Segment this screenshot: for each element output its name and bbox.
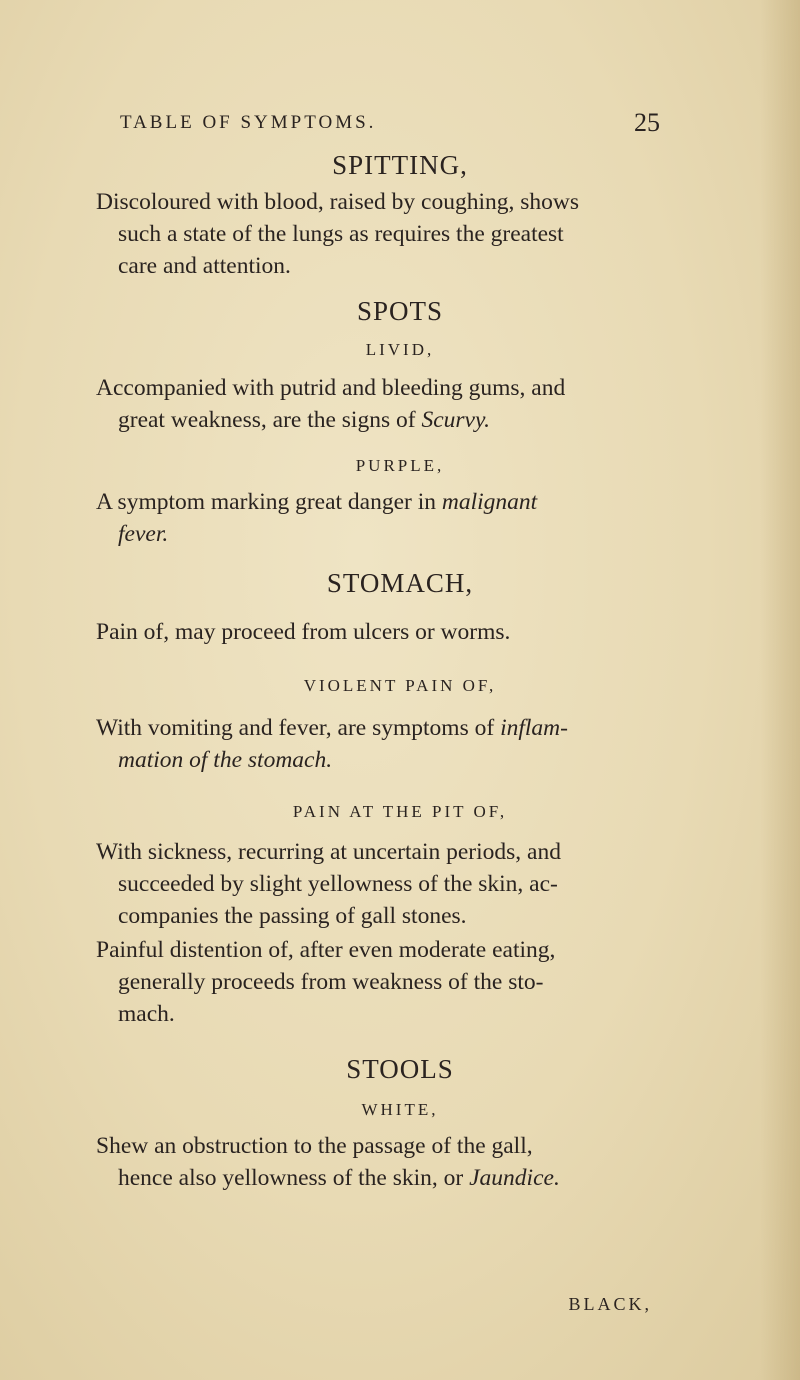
text-line: [96, 404, 656, 436]
text-line: Accompanied with putrid and bleeding gums, and: [96, 375, 566, 401]
italic-term: inflam-: [500, 715, 568, 741]
text-line: [96, 518, 656, 550]
text-line: Discoloured with blood, raised by coughing, shows: [96, 189, 580, 215]
subheading-white: WHITE,: [361, 1100, 439, 1119]
text-run: A symptom marking great danger in: [96, 489, 442, 515]
text-line: generally proceeds from weakness of the sto-: [118, 969, 544, 995]
italic-term: malignant: [441, 489, 538, 515]
page-number: 25: [634, 108, 660, 137]
paragraph-stomach-pain: [96, 616, 656, 648]
text-line: mach.: [118, 1001, 175, 1027]
text-line: such a state of the lungs as requires the greatest: [118, 221, 564, 247]
heading-stools: STOOLS: [346, 1054, 454, 1084]
text-run: hence also yellowness of the skin, or: [118, 1165, 470, 1191]
text-line: [96, 1162, 656, 1194]
text-line: Pain of, may proceed from ulcers or worms.: [96, 619, 511, 645]
subheading-purple: PURPLE,: [355, 456, 445, 475]
heading-spitting: SPITTING,: [332, 150, 468, 180]
text-line: Shew an obstruction to the passage of the gall,: [96, 1133, 533, 1159]
text-line: care and attention.: [118, 253, 291, 279]
text-line: Painful distention of, after even moderate eating,: [96, 937, 556, 963]
text-line: [96, 486, 656, 518]
paragraph-pain-at-pit: [96, 836, 656, 932]
paragraph-spitting: [96, 186, 656, 282]
subheading-violent-pain: VIOLENT PAIN OF,: [303, 676, 497, 695]
paragraph-white-stools: [96, 1130, 656, 1194]
paragraph-purple: [96, 486, 656, 550]
italic-term: Jaundice.: [469, 1165, 560, 1191]
text-line: [96, 744, 656, 776]
catchword: BLACK,: [568, 1294, 652, 1314]
paragraph-distention: [96, 934, 656, 1030]
subheading-livid: LIVID,: [365, 340, 435, 359]
italic-term: fever.: [118, 521, 169, 547]
paragraph-livid: [96, 372, 656, 436]
text-line: succeeded by slight yellowness of the skin, ac-: [118, 871, 558, 897]
paragraph-violent-pain: [96, 712, 656, 776]
text-run: With vomiting and fever, are symptoms of: [96, 715, 501, 741]
heading-stomach: STOMACH,: [326, 568, 474, 598]
running-title: TABLE OF SYMPTOMS.: [120, 112, 377, 133]
text-run: great weakness, are the signs of: [118, 407, 422, 433]
italic-term: mation of the stomach.: [118, 747, 333, 773]
text-line: [96, 712, 656, 744]
subheading-pain-at-pit: PAIN AT THE PIT OF,: [292, 802, 508, 821]
italic-term: Scurvy.: [421, 407, 490, 433]
heading-spots: SPOTS: [356, 296, 444, 326]
text-line: companies the passing of gall stones.: [118, 903, 467, 929]
text-line: With sickness, recurring at uncertain periods, and: [96, 839, 561, 865]
